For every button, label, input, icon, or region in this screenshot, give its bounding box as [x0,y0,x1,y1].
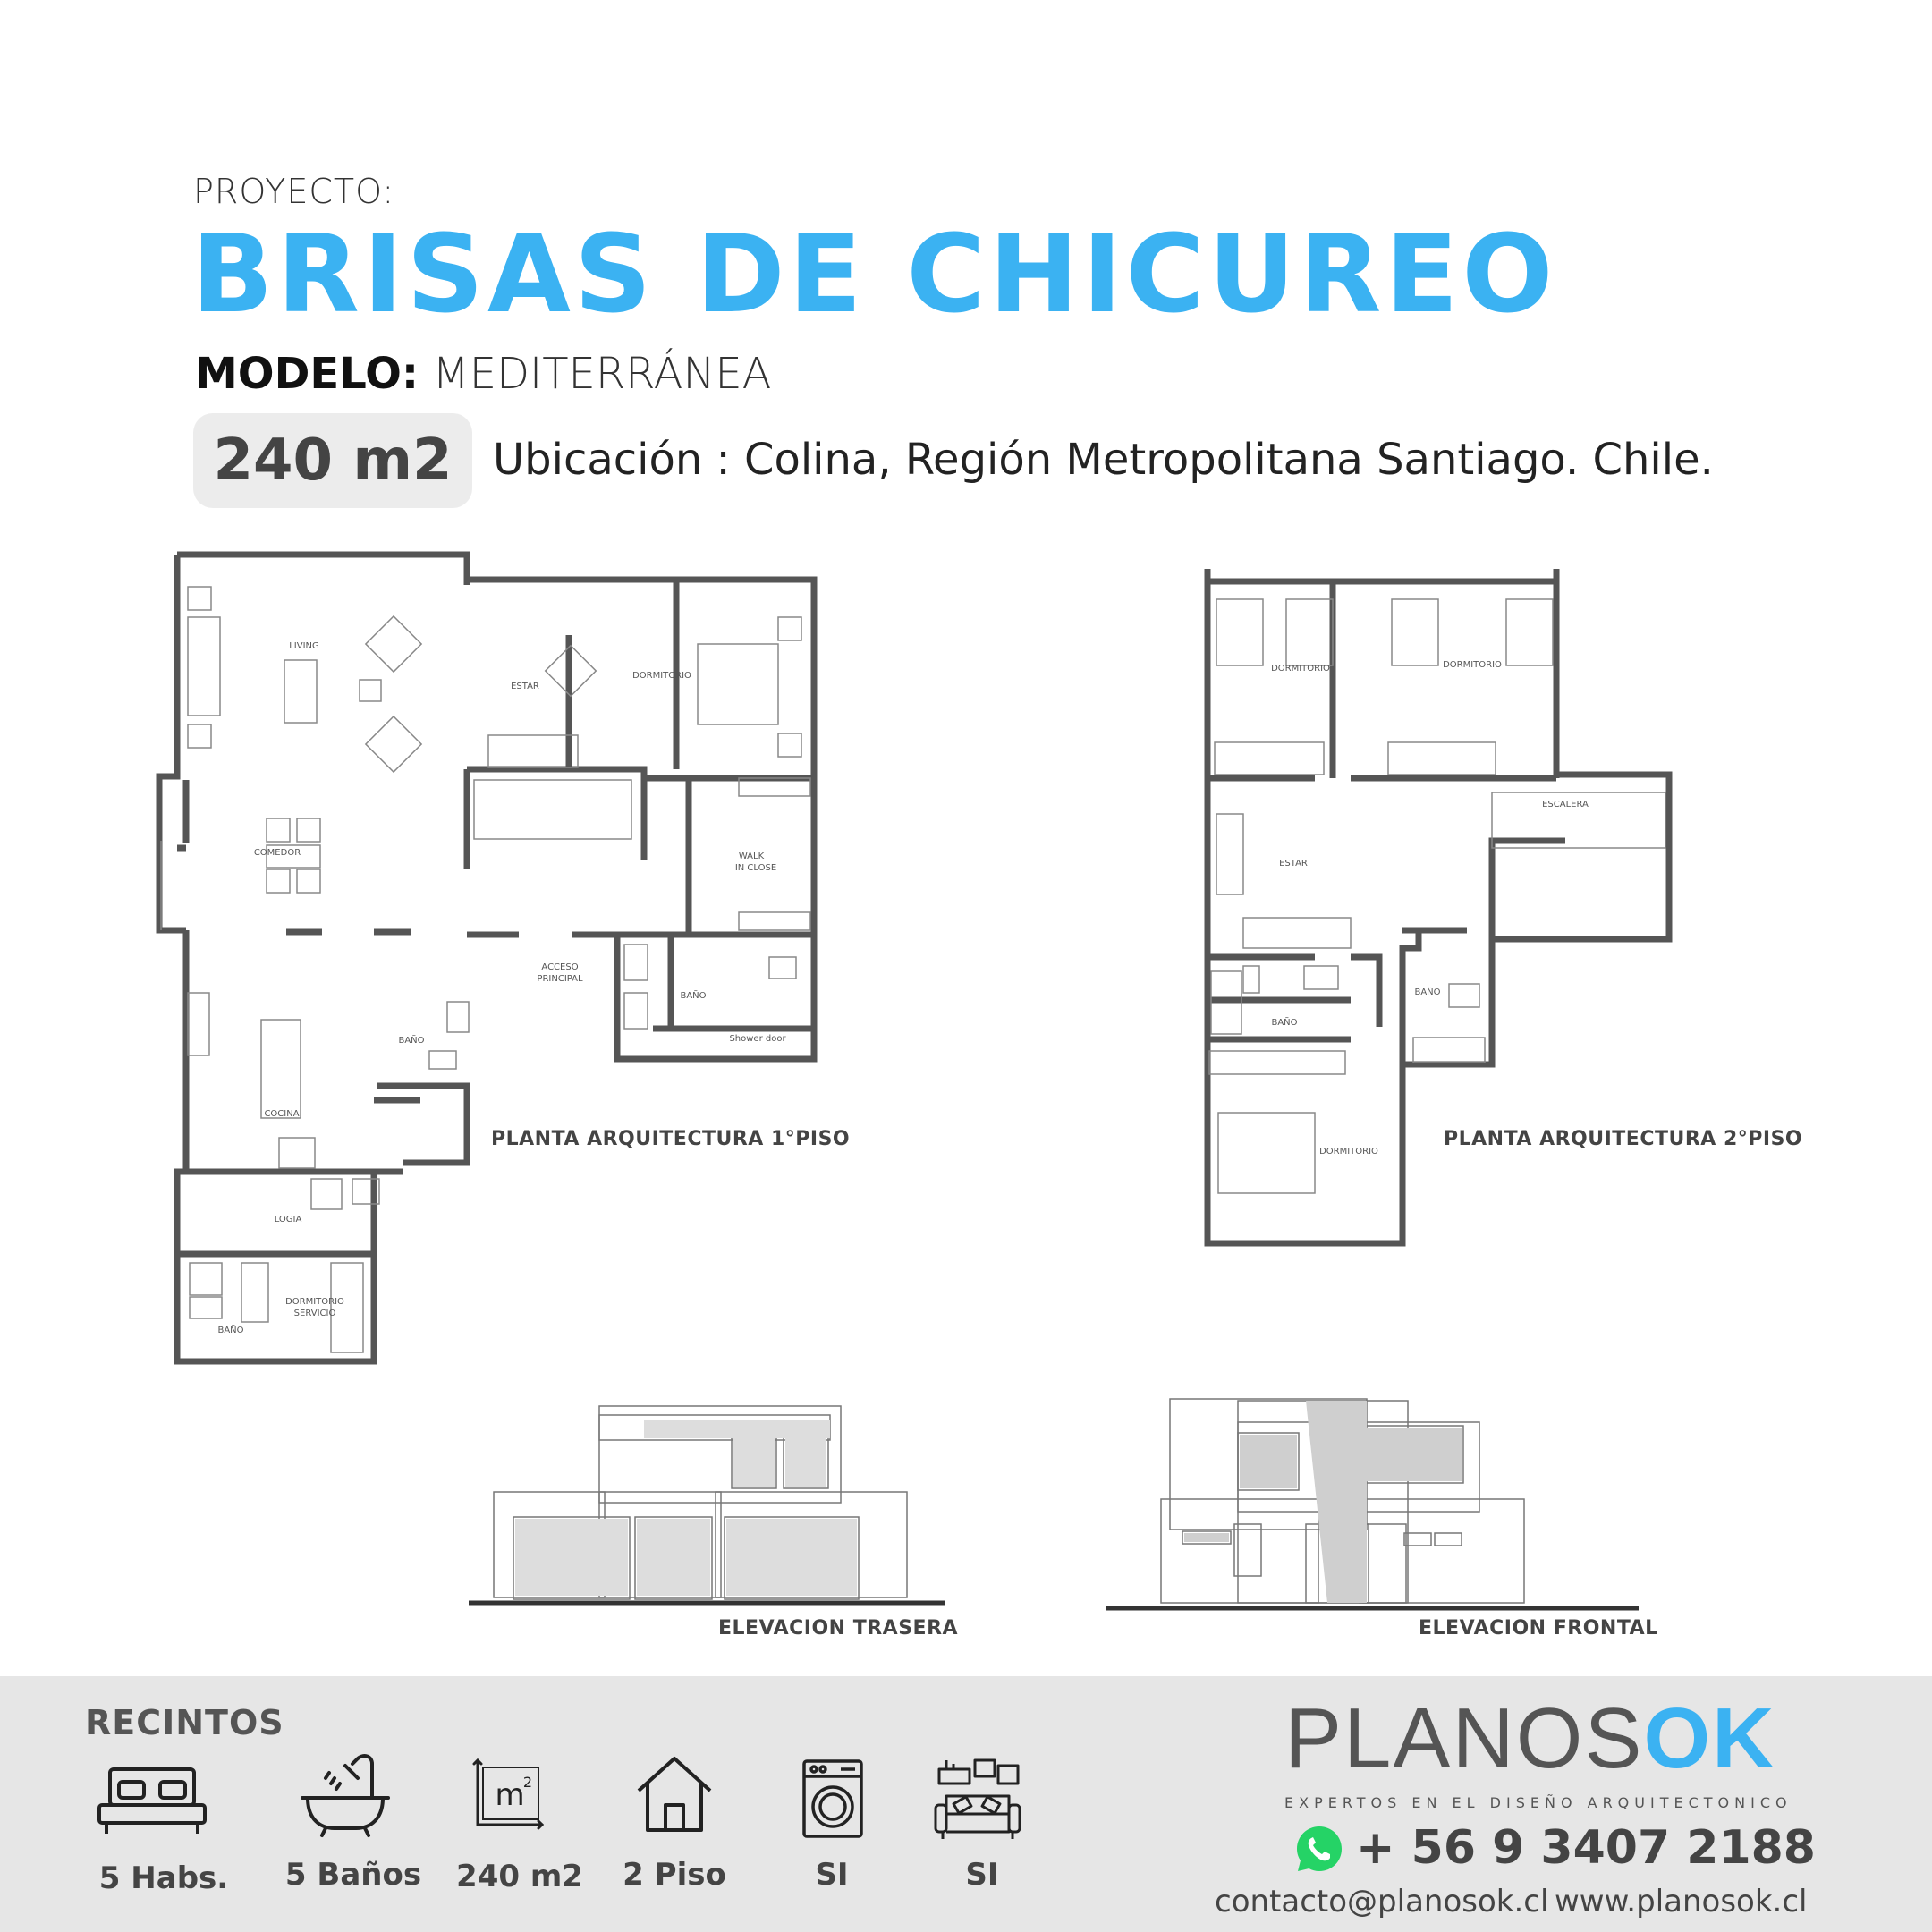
brand-main: PLANOS [1284,1690,1644,1786]
floor1-caption: PLANTA ARQUITECTURA 1°PISO [491,1128,851,1150]
room-label-bano-a: BAÑO [1271,1018,1298,1028]
model-value: MEDITERRÁNEA [432,349,772,399]
room-label-living: LIVING [289,641,319,651]
room-label-bano-main: BAÑO [680,991,707,1001]
floor-plan-1 [134,546,832,1377]
rear-elevation [465,1392,948,1615]
front-caption: ELEVACION FRONTAL [1419,1617,1658,1640]
bed-icon [96,1766,208,1837]
floor2-caption: PLANTA ARQUITECTURA 2°PISO [1444,1128,1803,1150]
location-text: Ubicación : Colina, Región Metropolitana Santiago. Chile. [493,435,1714,485]
brand-logo [1284,1690,1776,1786]
feature-label-banos: 5 Baños [284,1857,422,1893]
room-label-bano-serv: BAÑO [217,1326,244,1335]
room-label-estar-2: ESTAR [1279,859,1308,869]
room-label-walkin-1: WALK [738,852,765,861]
bathtub-icon [299,1751,392,1839]
feature-label-pisos: 2 Piso [623,1857,726,1893]
room-label-shower: Shower door [729,1034,786,1044]
room-label-comedor: COMEDOR [253,848,301,858]
model-line [195,349,772,399]
living-room-icon [932,1757,1023,1843]
feature-label-lavadora: SI [815,1857,849,1893]
brand-tagline: EXPERTOS EN EL DISEÑO ARQUITECTONICO [1284,1794,1792,1811]
area-icon-sup: 2 [522,1774,533,1791]
room-label-bano-small: BAÑO [398,1036,425,1046]
feature-label-area: 240 m2 [456,1859,583,1894]
recintos-title: RECINTOS [85,1703,284,1742]
house-icon [635,1755,714,1834]
room-label-acceso-1: ACCESO [541,962,579,972]
room-label-cocina: COCINA [264,1109,300,1119]
phone-number[interactable]: + 56 9 3407 2188 [1356,1821,1816,1875]
whatsapp-icon [1293,1823,1345,1875]
project-label: PROYECTO: [193,172,395,211]
room-label-logia: LOGIA [274,1215,302,1224]
brand-accent: OK [1643,1690,1776,1786]
area-m2-icon [472,1758,546,1830]
room-label-walkin-2: IN CLOSE [734,863,777,873]
room-label-acceso-2: PRINCIPAL [537,974,583,984]
room-label-escalera: ESCALERA [1542,800,1589,809]
room-label-dorm-a: DORMITORIO [1271,664,1330,674]
website-link[interactable]: www.planosok.cl [1555,1884,1808,1919]
feature-label-estar: SI [965,1857,999,1893]
model-label: MODELO: [195,349,419,399]
rear-caption: ELEVACION TRASERA [718,1617,959,1640]
washing-machine-icon [801,1758,864,1839]
floor-plan-2 [1190,564,1690,1270]
room-label-estar: ESTAR [511,682,539,691]
room-label-dorm-b: DORMITORIO [1443,660,1502,670]
room-label-dormitorio: DORMITORIO [632,671,691,681]
area-icon-text: m [495,1777,525,1813]
front-elevation [1104,1372,1640,1614]
room-label-dorm-c: DORMITORIO [1319,1147,1378,1157]
room-label-bano-b: BAÑO [1414,987,1441,997]
area-badge: 240 m2 [193,413,472,508]
email-link[interactable]: contacto@planosok.cl [1215,1884,1549,1919]
room-label-serv-2: SERVICIO [293,1309,336,1318]
room-label-serv-1: DORMITORIO [285,1297,344,1307]
feature-label-habs: 5 Habs. [98,1860,229,1896]
project-title: BRISAS DE CHICUREO [191,213,1557,337]
